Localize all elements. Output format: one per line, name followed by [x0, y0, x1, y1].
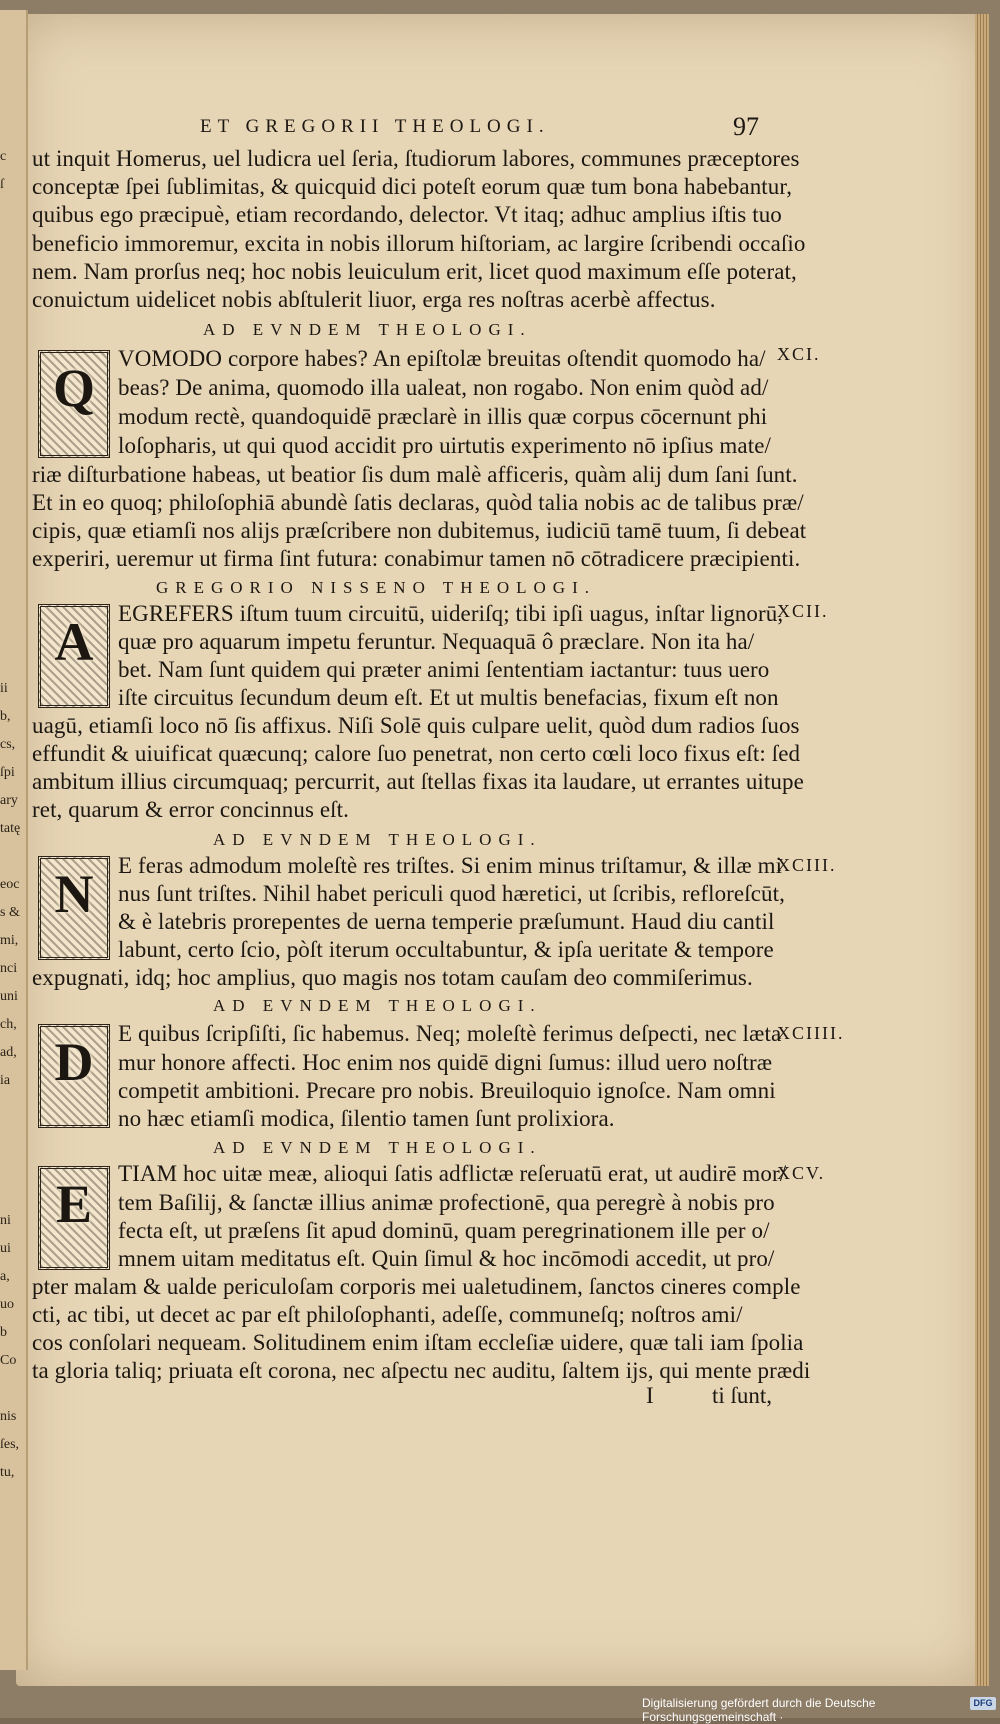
text-line: quibus ego præcipuè, etiam recordando, delector. Vt itaq; adhuc amplius iſtis tuo: [32, 202, 782, 227]
margin-fragment: ſ: [0, 178, 4, 192]
margin-fragment: b: [0, 1326, 7, 1340]
margin-fragment: ſpi: [0, 766, 15, 780]
text-line: ambitum illius circumquaq; percurrit, aut ſtellas fixas ita laudare, ut errantes uitupe: [32, 769, 804, 794]
margin-fragment: b,: [0, 710, 11, 724]
margin-fragment: ui: [0, 1242, 11, 1256]
text-line: conceptæ ſpei ſublimitas, & quicquid dici poteſt eorum quæ tum bona habebantur,: [32, 174, 793, 199]
text-line: experiri, ueremur ut firma ſint futura: conabimur tamen nō cōtradicere præcipienti.: [32, 546, 801, 571]
text-line: conuictum uidelicet nobis abſtulerit liuor, erga res noſtras acerbè affectus.: [32, 287, 716, 312]
text-line: & è latebris prorepentes de uerna temperie præſumunt. Haud diu cantil: [118, 909, 775, 934]
margin-fragment: cs,: [0, 738, 16, 752]
digitization-credit: Digitalisierung gefördert durch die Deutsche Forschungsgemeinschaft ·: [642, 1696, 876, 1724]
text-line: pter malam & ualde periculoſam corporis mei ualetudinem, ſanctos cineres comple: [32, 1274, 801, 1299]
page-edges-texture: [975, 14, 989, 1686]
text-line: modum rectè, quandoquidē præclarè in illis quæ corpus cōcernunt phi: [118, 404, 768, 429]
text-line: ret, quarum & error concinnus eſt.: [32, 797, 349, 822]
signature-mark: I: [646, 1383, 654, 1408]
margin-fragment: ia: [0, 1074, 11, 1088]
text-line: ta gloria taliq; priuata eſt corona, nec aſpectu nec auditu, ſaltem ijs, qui mente prædi: [32, 1358, 811, 1383]
margin-fragment: ſes,: [0, 1438, 20, 1452]
catchword: ti ſunt,: [712, 1383, 773, 1408]
text-line: beneficio immoremur, excita in nobis illorum hiſtoriam, ac largire ſcribendi occaſio: [32, 231, 806, 256]
letter-heading: GREGORIO NISSENO THEOLOGI.: [156, 578, 596, 597]
decorated-initial: N: [38, 856, 110, 960]
text-line: expugnati, idq; hoc amplius, quo magis nos totam cauſam deo commiſerimus.: [32, 965, 753, 990]
text-line: cipis, quæ etiamſi nos alijs præſcribere non dubitemus, iudiciū tamē tuum, ſi debeat: [32, 518, 807, 543]
text-line: cos conſolari nequeam. Solitudinem enim iſtam eccleſiæ uidere, quæ tali iam ſpolia: [32, 1330, 804, 1355]
margin-fragment: ii: [0, 682, 8, 696]
text-line: mur honore affecti. Hoc enim nos quidē digni ſumus: illud uero noſtræ: [118, 1050, 773, 1075]
margin-fragment: ad,: [0, 1046, 17, 1060]
text-line: quæ pro aquarum impetu feruntur. Nequaquā ô præclare. Non ita ha/: [118, 629, 755, 654]
text-line: E quibus ſcripſiſti, ſic habemus. Neq; moleſtè ferimus deſpecti, nec læta: [118, 1021, 782, 1046]
margin-fragment: s &: [0, 906, 20, 920]
margin-fragment: tatę: [0, 822, 21, 836]
margin-fragment: nci: [0, 962, 18, 976]
text-line: mnem uitam meditatus eſt. Quin ſimul & hoc incōmodi accedit, ut pro/: [118, 1246, 775, 1271]
text-line: cti, ac tibi, ut decet ac par eſt philoſophanti, adeſſe, communeſq; noſtros ami/: [32, 1302, 743, 1327]
letter-numeral: XCIIII.: [777, 1023, 845, 1043]
running-head: ET GREGORII THEOLOGI.: [200, 116, 550, 137]
text-line: ut inquit Homerus, uel ludicra uel ſeria, ſtudiorum labores, communes præceptores: [32, 146, 800, 171]
text-line: fecta eſt, ut præſens ſit apud dominū, quam peregrinationem ille per o/: [118, 1218, 770, 1243]
decorated-initial: E: [38, 1166, 110, 1270]
text-line: no hæc etiamſi modica, ſilentio tamen ſunt prolixiora.: [118, 1106, 615, 1131]
margin-fragment: nis: [0, 1410, 17, 1424]
text-line: effundit & uiuificat quæcunq; calore ſuo penetrat, non certo cœli loco fixus eſt: ſed: [32, 741, 801, 766]
text-line: beas? De anima, quomodo illa ualeat, non rogabo. Non enim quòd ad/: [118, 375, 769, 400]
margin-fragment: mi,: [0, 934, 19, 948]
letter-numeral: XCI.: [777, 344, 821, 364]
margin-fragment: ary: [0, 794, 18, 808]
text-line: nus ſunt triſtes. Nihil habet periculi quod hæretici, ut ſcribis, refloreſcūt,: [118, 881, 785, 906]
margin-fragment: ch,: [0, 1018, 17, 1032]
margin-fragment: ni: [0, 1214, 11, 1228]
text-line: labunt, certo ſcio, pòſt iterum occultabuntur, & ipſa ueritate & tempore: [118, 937, 774, 962]
letter-heading: AD EVNDEM THEOLOGI.: [213, 1138, 542, 1157]
margin-fragment: tu,: [0, 1466, 15, 1480]
text-line: loſopharis, ut qui quod accidit pro uirtutis experimento nō ipſius mate/: [118, 433, 772, 458]
margin-fragment: Co: [0, 1354, 17, 1368]
margin-fragment: eoc: [0, 878, 20, 892]
text-line: bet. Nam ſunt quidem qui præter animi ſententiam iactantur: tuus uero: [118, 657, 770, 682]
text-line: VOMODO corpore habes? An epiſtolæ breuitas oſtendit quomodo ha/: [118, 346, 766, 371]
dfg-logo-icon: DFG: [970, 1697, 996, 1710]
decorated-initial: Q: [38, 350, 110, 458]
text-line: iſte circuitus ſecundum deum eſt. Et ut multis benefacias, fixum eſt non: [118, 685, 779, 710]
text-line: nem. Nam prorſus neq; hoc nobis leuiculum erit, licet quod maximum eſſe poterat,: [32, 259, 797, 284]
text-line: competit ambitioni. Precare pro nobis. Breuiloquio ignoſce. Nam omni: [118, 1078, 776, 1103]
text-line: Et in eo quoq; philoſophiā abundè ſatis declaras, quòd talia nobis ac de talibus præ/: [32, 490, 804, 515]
letter-heading: AD EVNDEM THEOLOGI.: [203, 320, 532, 339]
letter-numeral: XCII.: [777, 601, 829, 621]
text-line: riæ diſturbatione habeas, ut beatior ſis dum malè afficeris, quàm alij dum ſani ſunt.: [32, 462, 798, 487]
margin-fragment: uo: [0, 1298, 14, 1312]
decorated-initial: D: [38, 1024, 110, 1128]
letter-heading: AD EVNDEM THEOLOGI.: [213, 830, 542, 849]
decorated-initial: A: [38, 604, 110, 708]
margin-fragment: uni: [0, 990, 18, 1004]
margin-fragment: c: [0, 150, 7, 164]
text-line: tem Baſilij, & ſanctæ illius animæ profectionē, qua peregrè à nobis pro: [118, 1190, 775, 1215]
text-line: uagū, etiamſi loco nō ſis affixus. Niſi Solē quis culpare uelit, quòd dum radios ſuos: [32, 713, 800, 738]
letter-heading: AD EVNDEM THEOLOGI.: [213, 996, 542, 1015]
text-line: EGREFERS iſtum tuum circuitū, uideriſq; tibi ipſi uagus, inſtar lignorū,: [118, 601, 784, 626]
margin-fragment: a,: [0, 1270, 10, 1284]
text-line: TIAM hoc uitæ meæ, alioqui ſatis adflictæ reſeruatū erat, ut audirē mor/: [118, 1161, 787, 1186]
folio-number: 97: [733, 112, 759, 141]
letter-numeral: XCIII.: [777, 855, 837, 875]
letter-numeral: XCV.: [777, 1163, 826, 1183]
text-line: E feras admodum moleſtè res triſtes. Si enim minus triſtamur, & illæ mi: [118, 853, 783, 878]
